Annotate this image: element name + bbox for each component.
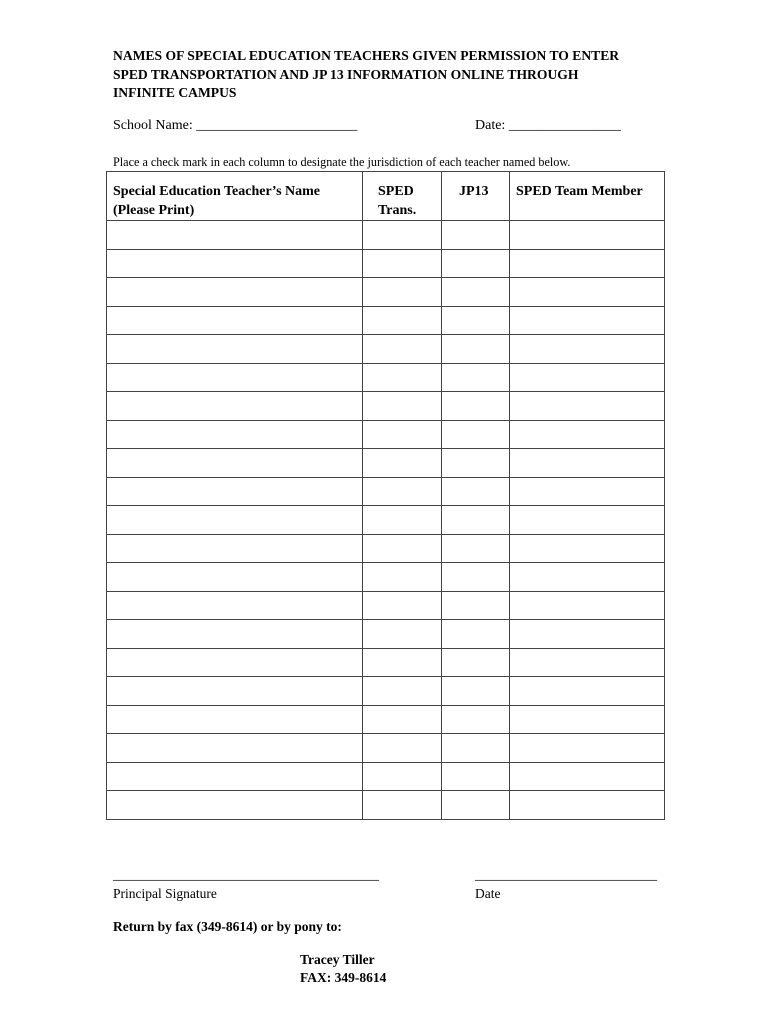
title-line-2: SPED TRANSPORTATION AND JP 13 INFORMATION ONLINE THROUGH — [113, 66, 579, 82]
cell-sped-trans[interactable] — [363, 506, 442, 535]
cell-sped-team[interactable] — [510, 762, 665, 791]
header-sped-line1: SPED — [378, 184, 414, 199]
cell-sped-team[interactable] — [510, 363, 665, 392]
cell-sped-trans[interactable] — [363, 648, 442, 677]
cell-jp13[interactable] — [442, 449, 510, 478]
cell-jp13[interactable] — [442, 591, 510, 620]
return-instruction: Return by fax (349-8614) or by pony to: — [113, 919, 342, 934]
cell-jp13[interactable] — [442, 221, 510, 250]
cell-sped-trans[interactable] — [363, 392, 442, 421]
header-jp13-label: JP13 — [459, 184, 489, 199]
cell-jp13[interactable] — [442, 705, 510, 734]
table-row — [107, 420, 665, 449]
cell-sped-trans[interactable] — [363, 221, 442, 250]
header-teacher-name — [107, 172, 363, 221]
cell-sped-team[interactable] — [510, 449, 665, 478]
cell-sped-trans[interactable] — [363, 249, 442, 278]
table-row — [107, 677, 665, 706]
cell-teacher-name[interactable] — [107, 278, 363, 307]
cell-teacher-name[interactable] — [107, 677, 363, 706]
cell-teacher-name[interactable] — [107, 363, 363, 392]
cell-jp13[interactable] — [442, 306, 510, 335]
cell-sped-team[interactable] — [510, 791, 665, 820]
cell-sped-trans[interactable] — [363, 563, 442, 592]
cell-jp13[interactable] — [442, 762, 510, 791]
cell-teacher-name[interactable] — [107, 705, 363, 734]
return-contact — [300, 951, 386, 987]
cell-teacher-name[interactable] — [107, 449, 363, 478]
cell-jp13[interactable] — [442, 249, 510, 278]
cell-jp13[interactable] — [442, 363, 510, 392]
cell-teacher-name[interactable] — [107, 306, 363, 335]
cell-jp13[interactable] — [442, 392, 510, 421]
table-row — [107, 278, 665, 307]
cell-sped-trans[interactable] — [363, 591, 442, 620]
cell-jp13[interactable] — [442, 420, 510, 449]
cell-sped-team[interactable] — [510, 734, 665, 763]
table-row — [107, 363, 665, 392]
cell-sped-trans[interactable] — [363, 306, 442, 335]
cell-teacher-name[interactable] — [107, 734, 363, 763]
table-row — [107, 249, 665, 278]
table-header-row — [107, 172, 665, 221]
principal-signature-line[interactable]: ______________________________________ — [113, 868, 379, 883]
cell-sped-team[interactable] — [510, 534, 665, 563]
cell-sped-team[interactable] — [510, 648, 665, 677]
header-sped-trans — [363, 172, 442, 221]
cell-sped-team[interactable] — [510, 506, 665, 535]
cell-teacher-name[interactable] — [107, 392, 363, 421]
signature-date-label: Date — [475, 886, 501, 901]
cell-jp13[interactable] — [442, 335, 510, 364]
cell-jp13[interactable] — [442, 648, 510, 677]
cell-jp13[interactable] — [442, 734, 510, 763]
cell-jp13[interactable] — [442, 563, 510, 592]
cell-sped-trans[interactable] — [363, 363, 442, 392]
cell-sped-team[interactable] — [510, 477, 665, 506]
school-name-field[interactable]: School Name: _______________________ — [113, 118, 358, 133]
cell-teacher-name[interactable] — [107, 648, 363, 677]
cell-sped-team[interactable] — [510, 278, 665, 307]
cell-sped-trans[interactable] — [363, 420, 442, 449]
header-teacher-name-line2: (Please Print) — [113, 202, 195, 218]
cell-sped-team[interactable] — [510, 705, 665, 734]
header-sped-team — [510, 172, 665, 221]
cell-teacher-name[interactable] — [107, 249, 363, 278]
cell-teacher-name[interactable] — [107, 534, 363, 563]
title-line-1: NAMES OF SPECIAL EDUCATION TEACHERS GIVEN PERMISSION TO ENTER — [113, 48, 620, 63]
cell-teacher-name[interactable] — [107, 591, 363, 620]
table-row — [107, 392, 665, 421]
cell-sped-trans[interactable] — [363, 477, 442, 506]
cell-teacher-name[interactable] — [107, 477, 363, 506]
cell-teacher-name[interactable] — [107, 335, 363, 364]
table-row — [107, 477, 665, 506]
table-row — [107, 221, 665, 250]
table-body — [107, 221, 665, 820]
cell-sped-trans[interactable] — [363, 449, 442, 478]
title-line-3: INFINITE CAMPUS — [113, 85, 237, 100]
table-row — [107, 449, 665, 478]
table-row — [107, 791, 665, 820]
header-teacher-name-line1: Special Education Teacher’s Name — [113, 184, 321, 199]
cell-jp13[interactable] — [442, 278, 510, 307]
table-row — [107, 335, 665, 364]
cell-sped-trans[interactable] — [363, 335, 442, 364]
cell-sped-team[interactable] — [510, 591, 665, 620]
cell-sped-trans[interactable] — [363, 677, 442, 706]
cell-teacher-name[interactable] — [107, 506, 363, 535]
table-row — [107, 648, 665, 677]
principal-signature-label: Principal Signature — [113, 886, 217, 901]
cell-teacher-name[interactable] — [107, 791, 363, 820]
cell-teacher-name[interactable] — [107, 762, 363, 791]
form-title — [113, 47, 713, 103]
cell-sped-team[interactable] — [510, 221, 665, 250]
table-row — [107, 563, 665, 592]
table-row — [107, 762, 665, 791]
cell-sped-team[interactable] — [510, 563, 665, 592]
table-row — [107, 705, 665, 734]
contact-name: Tracey Tiller — [300, 952, 375, 967]
contact-fax: FAX: 349-8614 — [300, 970, 387, 985]
table-row — [107, 734, 665, 763]
cell-sped-team[interactable] — [510, 420, 665, 449]
cell-sped-team[interactable] — [510, 392, 665, 421]
cell-sped-trans[interactable] — [363, 791, 442, 820]
cell-sped-team[interactable] — [510, 677, 665, 706]
cell-sped-trans[interactable] — [363, 705, 442, 734]
cell-jp13[interactable] — [442, 506, 510, 535]
table-row — [107, 306, 665, 335]
signature-date-line[interactable]: __________________________ — [475, 868, 657, 883]
cell-teacher-name[interactable] — [107, 620, 363, 649]
table-row — [107, 534, 665, 563]
cell-sped-trans[interactable] — [363, 534, 442, 563]
cell-jp13[interactable] — [442, 677, 510, 706]
table-row — [107, 506, 665, 535]
cell-sped-trans[interactable] — [363, 734, 442, 763]
cell-jp13[interactable] — [442, 534, 510, 563]
cell-jp13[interactable] — [442, 620, 510, 649]
cell-teacher-name[interactable] — [107, 563, 363, 592]
table-row — [107, 620, 665, 649]
cell-sped-trans[interactable] — [363, 620, 442, 649]
cell-sped-team[interactable] — [510, 620, 665, 649]
cell-sped-trans[interactable] — [363, 278, 442, 307]
cell-sped-trans[interactable] — [363, 762, 442, 791]
cell-jp13[interactable] — [442, 477, 510, 506]
teacher-table — [106, 171, 665, 820]
cell-teacher-name[interactable] — [107, 221, 363, 250]
header-sped-team-label: SPED Team Member — [516, 184, 643, 199]
cell-sped-team[interactable] — [510, 306, 665, 335]
header-sped-line2: Trans. — [378, 202, 417, 218]
header-jp13 — [442, 172, 510, 221]
cell-sped-team[interactable] — [510, 335, 665, 364]
cell-teacher-name[interactable] — [107, 420, 363, 449]
cell-jp13[interactable] — [442, 791, 510, 820]
instruction-text: Place a check mark in each column to designate the jurisdiction of each teacher named below. — [113, 155, 571, 169]
cell-sped-team[interactable] — [510, 249, 665, 278]
date-field[interactable]: Date: ________________ — [475, 118, 621, 133]
table-row — [107, 591, 665, 620]
